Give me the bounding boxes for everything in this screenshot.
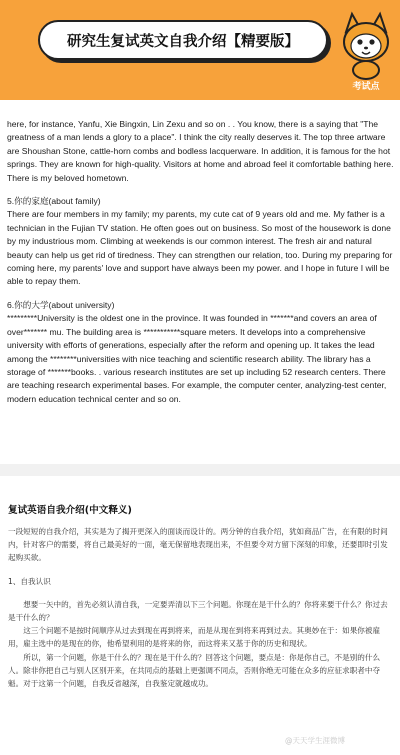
title-pill [38,20,328,60]
section-university-text: *********University is the oldest one in the province. It was founded in *******and covers an area of over******* mu. The building area is ***********square meters. It develops into a comprehensive university with efforts of generations, especially after the reform and opening up. It takes the lead among the ********universities with nice teaching and scientific research ability. The library has a storage of *******books. . various research institutes are set up including 52 research centers. There are teaching research experimental bases. For example, the computer center, analyzing-test center, modern education technical center and so on. [7,313,387,404]
chinese-intro: 一段短短的自我介绍，其实是为了揭开更深入的面谈而设计的。两分钟的自我介绍，犹如商品广告，在有限的时间内，针对客户的需要，将自己最美好的一面，毫无保留地表现出来，不但要令对方留下深刻的印象，还要即时引发起购买欲。 [8,527,388,563]
english-article [7,118,395,416]
header-banner [0,0,400,100]
watermark: @天天学生涯微博 [285,736,345,745]
section-university-title: 6.你的大学(about university) [7,299,115,310]
mascot-icon [338,10,394,86]
section-family-title: 5.你的家庭(about family) [7,196,101,207]
section-divider [0,464,400,476]
chinese-paragraph-3: 所以，第一个问题，你是干什么的？现在是干什么的？回答这个问题，要点是：你是你自己，不是别的什么人。除非你把自己与别人区别开来，在共同点的基础上更强调不同点，否则你绝无可能在众多的应征求职者中夺魁。对于这第一个问题，自我反省越深，自我鉴定就越成功。 [8,652,381,689]
chinese-subsection-title: 1、自我认识 [8,576,51,586]
mascot-label: 考试点 [352,82,380,92]
hometown-paragraph: here, for instance, Yanfu, Xie Bingxin, Lin Zexu and so on . . You know, there is a saying that "The greatness of a man lends a glory to a place". I think the city really deserves it. The top three artware are Shoushan Stone, cattle-horn combs and bodless lacquerware. In addition, it is famous for the hot springs. They are known for high-quality. Visitors at home and abroad feel it comfortable bathing here. There is my beloved hometown. [7,119,394,183]
chinese-section-title: 复试英语自我介绍(中文释义) [8,505,132,516]
chinese-article [8,525,392,690]
chinese-paragraph-1: 想要一矢中的，首先必须认清自我，一定要弄清以下三个问题。你现在是干什么的？你将来要干什么？你过去是干什么的？ [8,599,388,623]
section-family-text: There are four members in my family; my parents, my cute cat of 9 years old and me. My father is a technician in the Fujian TV station. He often goes out on business. So most of the housework is done by my industrious mom. Climbing at weekends is our common interest. The fresh air and natural beauty can help us get rid of tiredness. They can strengthen our relation, too. During my preparing for coming here, my parents' love and support have always been my power. and I hope in future I will be able to repay them. [7,209,393,287]
page-title: 研究生复试英文自我介绍【精要版】 [67,33,299,50]
chinese-paragraph-2: 这三个问题不是按时间顺序从过去到现在再到将来，而是从现在到将来再到过去。其奥妙在于：如果你被雇用，雇主选中的是现在的你，他希望利用的是将来的你，而这将来又基于你的历史和现状。 [8,626,381,649]
